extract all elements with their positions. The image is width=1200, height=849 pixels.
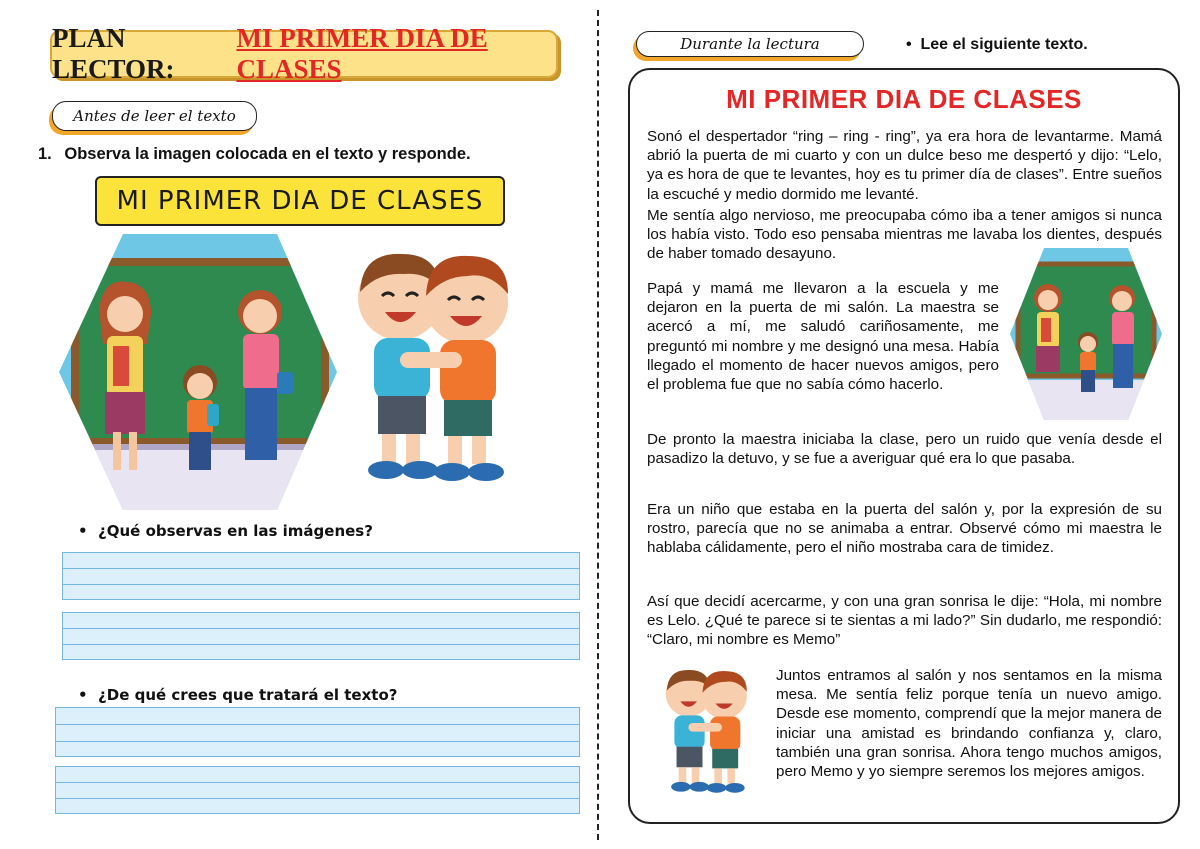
bullet-dot: • <box>78 522 99 540</box>
question-text: Observa la imagen colocada en el texto y responde. <box>64 145 471 163</box>
story-paragraph-6: Así que decidí acercarme, y con una gran sonrisa le dije: “Hola, mi nombre es Lelo. ¿Qué te parece si te sientas a mi lado?” Sin dudarlo, me respondió: “Claro, mi nombre es Memo” <box>647 593 1162 649</box>
classroom-illustration-small <box>1008 246 1164 422</box>
column-divider <box>597 10 599 840</box>
plan-lector-label: PLAN LECTOR: <box>52 23 175 84</box>
instruction-text: Lee el siguiente texto. <box>920 36 1088 53</box>
bullet-dot: • <box>906 36 921 53</box>
story-paragraph-2: Me sentía algo nervioso, me preocupaba cómo iba a tener amigos si nunca los había visto. Todo eso pensaba mientras me lavaba los dientes, después de haber tomado desayuno. <box>647 207 1162 263</box>
answer-lines-2a[interactable] <box>55 707 580 757</box>
hugging-boys-illustration-small <box>656 660 756 800</box>
hugging-boys-illustration <box>340 240 525 490</box>
bullet-question-1 <box>78 522 373 540</box>
story-paragraph-4: De pronto la maestra iniciaba la clase, pero un ruido que venía desde el pasadizo la detuvo, y se fue a averiguar qué era lo que pasaba. <box>647 431 1162 468</box>
question-1 <box>38 145 471 164</box>
before-reading-tag: Antes de leer el texto <box>52 101 257 131</box>
plan-lector-banner <box>50 23 558 84</box>
story-title: MI PRIMER DIA DE CLASES <box>726 84 1082 114</box>
image-title-banner: MI PRIMER DIA DE CLASES <box>95 176 505 226</box>
bullet-question-1-text: ¿Qué observas en las imágenes? <box>98 522 373 540</box>
story-paragraph-1: Sonó el despertador “ring – ring - ring”, ya era hora de levantarme. Mamá abrió la puerta de mi cuarto y con un dulce beso me despertó y dijo: “Lelo, ya es hora de que te levantes, hoy es tu primer día de clases”. Entre sueños la escuché y medio dormido me levanté. <box>647 128 1162 203</box>
instruction <box>906 36 1088 54</box>
bullet-question-2 <box>78 686 397 704</box>
answer-lines-1a[interactable] <box>62 552 580 600</box>
bullet-question-2-text: ¿De qué crees que tratará el texto? <box>98 686 398 704</box>
bullet-dot: • <box>78 686 99 704</box>
answer-lines-1b[interactable] <box>62 612 580 660</box>
story-paragraph-3: Papá y mamá me llevaron a la escuela y me dejaron en la puerta de mi salón. La maestra se acercó a mí, me saludó cariñosamente, me preguntó mi nombre y me designó una mesa. Había llegado el momento de hacer nuevos amigos, pero el problema fue que no sabía cómo hacerlo. <box>647 280 999 394</box>
plan-lector-title: MI PRIMER DIA DE CLASES <box>236 23 488 84</box>
classroom-illustration <box>55 232 340 512</box>
story-paragraph-7: Juntos entramos al salón y nos sentamos en la misma mesa. Me sentía feliz porque tenía un nuevo amigo. Desde ese momento, comprendí que la mejor manera de iniciar una amistad es brindando confianza y, claro, también una gran sonrisa. Ahora tengo muchos amigos, pero Memo y yo siempre seremos los mejores amigos. <box>776 667 1162 781</box>
story-paragraph-5: Era un niño que estaba en la puerta del salón y, por la expresión de su rostro, parecía que no se animaba a entrar. Observé cómo mi maestra le hablaba cálidamente, pero el niño mostraba cara de timidez. <box>647 501 1162 557</box>
question-number: 1. <box>38 145 52 163</box>
answer-lines-2b[interactable] <box>55 766 580 814</box>
during-reading-tag: Durante la lectura <box>636 31 864 57</box>
